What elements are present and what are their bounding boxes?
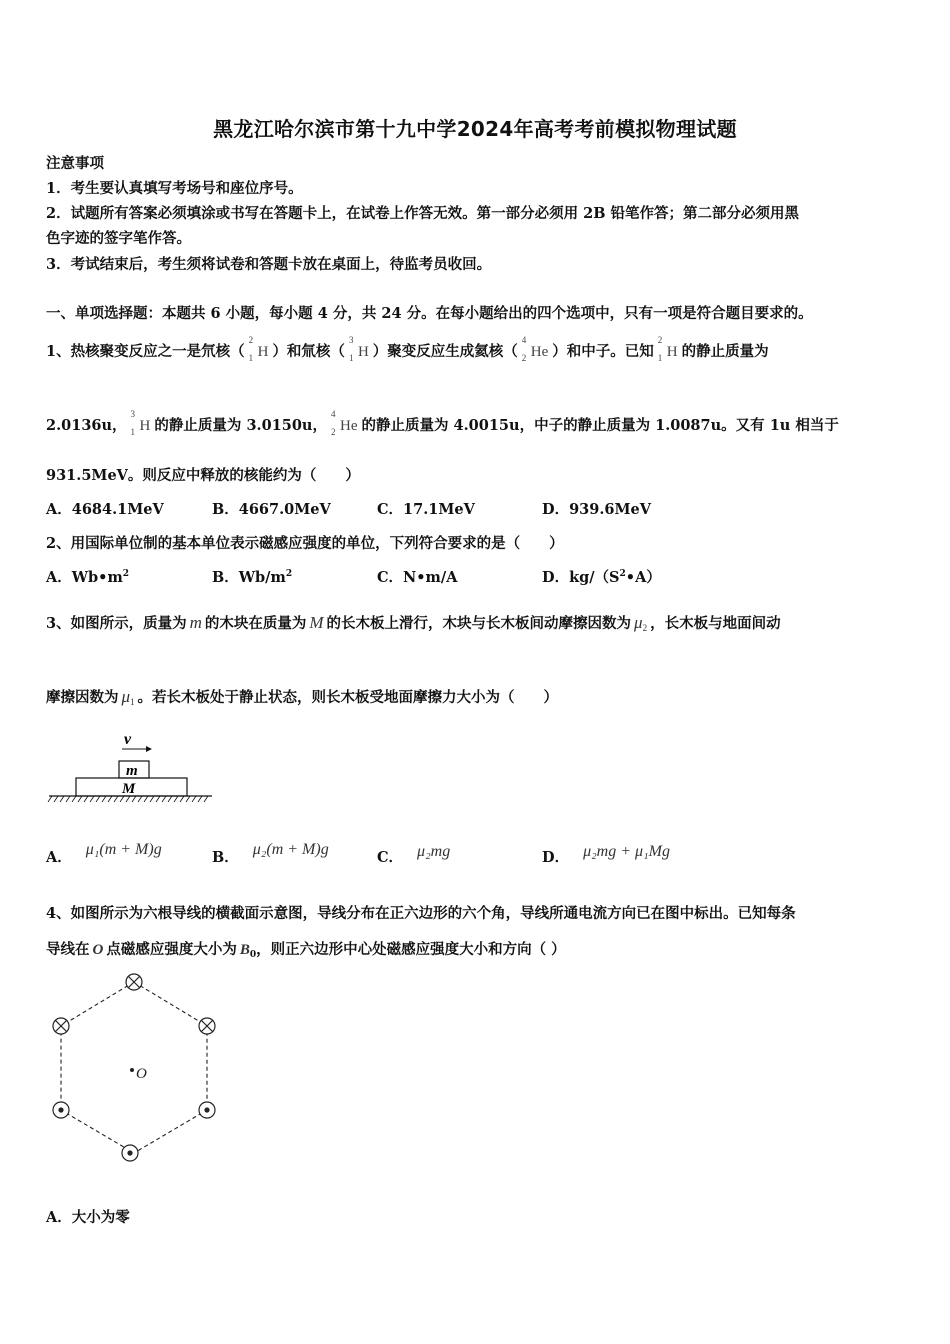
var-m: m	[189, 613, 202, 632]
q4-stem-line1: 4、如图所示为六根导线的横截面示意图，导线分布在正六边形的六个角，导线所通电流方向已在图中标出。已知每条	[46, 905, 796, 922]
hexagon-wires-figure	[46, 970, 236, 1170]
section-heading: 一、单项选择题：本题共 6 小题，每小题 4 分，共 24 分。在每小题给出的四个选项中，只有一项是符合题目要求的。	[46, 305, 813, 322]
wire-out-of-page-left	[53, 1102, 69, 1118]
center-point	[130, 1068, 134, 1072]
block-on-board-figure	[46, 728, 216, 808]
notice-item-1: 1．考生要认真填写考场号和座位序号。	[46, 180, 303, 197]
q4-option-a[interactable]: A．大小为零	[46, 1209, 130, 1226]
center-label: O	[136, 1066, 147, 1082]
q1-option-c[interactable]: C．17.1MeV	[377, 501, 475, 518]
deuterium-symbol: 2 1 H	[248, 335, 269, 363]
tritium-symbol: 3 1 H	[348, 335, 369, 363]
wire-out-of-page-bottom	[122, 1145, 138, 1161]
var-mu1: $\mu_1$	[121, 687, 135, 707]
helium-symbol-2: 4 2 He	[330, 409, 358, 437]
q3-option-b[interactable]: B． μ₂(m + M)g	[212, 841, 329, 866]
q1-option-b[interactable]: B．4667.0MeV	[212, 501, 331, 518]
wire-into-page-top	[126, 974, 142, 990]
q3-option-d[interactable]: D． μ₂mg + μ₁Mg	[542, 843, 670, 866]
q3-stem-line2: 摩擦因数为 $\mu_1$ 。若长木板处于静止状态，则长木板受地面摩擦力大小为（ ）	[46, 687, 559, 707]
notice-item-2-cont: 色字迹的签字笔作答。	[46, 230, 191, 247]
q4-stem-line2: 导线在 O 点磁感应强度大小为 $B_0$，则正六边形中心处磁感应强度大小和方向（ ）	[46, 941, 566, 960]
q1-stem-line3: 931.5MeV。则反应中释放的核能约为（ ）	[46, 467, 360, 484]
page-title: 黑龙江哈尔滨市第十九中学2024年高考考前模拟物理试题	[213, 117, 737, 141]
var-mu2: $\mu_2$	[634, 613, 648, 633]
notice-heading: 注意事项	[46, 155, 104, 172]
small-block-label: m	[126, 763, 138, 779]
q1-option-d[interactable]: D．939.6MeV	[542, 501, 652, 518]
q1-option-a[interactable]: A．4684.1MeV	[46, 501, 164, 518]
q1-stem-line1: 1、热核聚变反应之一是氘核（ 2 1 H ）和氚核（ 3 1 H ）聚变反应生成氦核（ 4 2 He ）和中子。已知 2 1 H 的静止质量为	[46, 335, 769, 363]
deuterium-symbol-2: 2 1 H	[657, 335, 678, 363]
wire-into-page-left	[53, 1018, 69, 1034]
wire-into-page-right	[199, 1018, 215, 1034]
q2-option-c[interactable]: C．N•m/A	[377, 569, 458, 586]
q3-option-c[interactable]: C． μ₂mg	[377, 843, 451, 866]
wire-out-of-page-right	[199, 1102, 215, 1118]
q2-option-b[interactable]: B．$Wb/m^2$	[212, 569, 293, 586]
q1-stem-line2: 2.0136u， 3 1 H 的静止质量为 3.0150u， 4 2 He 的静止质量为 4.0015u，中子的静止质量为 1.0087u。又有 1u 相当于	[46, 409, 839, 437]
q2-stem: 2、用国际单位制的基本单位表示磁感应强度的单位，下列符合要求的是（ ）	[46, 535, 564, 552]
q3-option-a[interactable]: A． μ₁(m + M)g	[46, 841, 162, 866]
q3-stem-line1: 3、如图所示，质量为 m 的木块在质量为 M 的长木板上滑行，木块与长木板间动摩擦因数为 $\mu_2$ ，长木板与地面间动	[46, 613, 781, 633]
long-board-label: M	[122, 781, 136, 797]
q2-option-d[interactable]: D．$kg/(S^2•A)$	[542, 569, 661, 586]
q2-option-a[interactable]: A．$Wb•m^2$	[46, 569, 130, 586]
var-M: M	[309, 613, 324, 632]
velocity-arrow-head	[146, 746, 152, 752]
hexagon-outline	[61, 982, 207, 1153]
tritium-symbol-2: 3 1 H	[130, 409, 151, 437]
notice-item-2: 2．试题所有答案必须填涂或书写在答题卡上，在试卷上作答无效。第一部分必须用 2B 铅笔作答；第二部分必须用黑	[46, 205, 800, 222]
velocity-label: v	[124, 731, 132, 748]
helium-symbol: 4 2 He	[521, 335, 549, 363]
notice-item-3: 3．考试结束后，考生须将试卷和答题卡放在桌面上，待监考员收回。	[46, 256, 492, 273]
